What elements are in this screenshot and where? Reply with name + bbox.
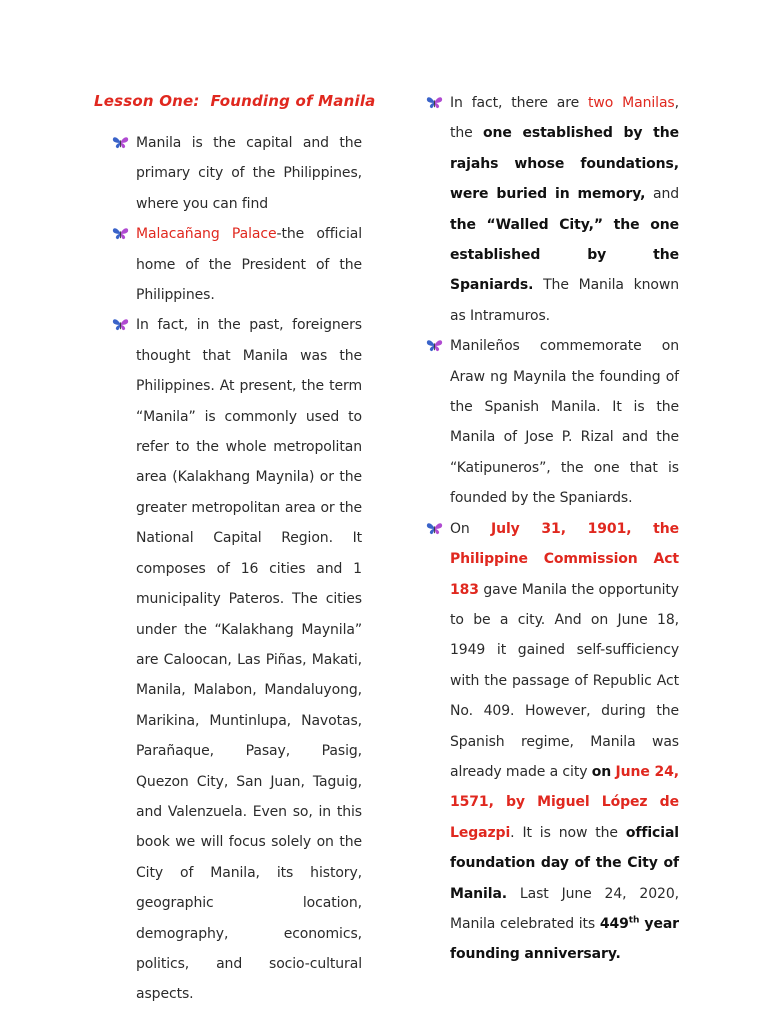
- highlight-bold: one established by the rajahs whose foundations, were buried in memory,: [450, 125, 679, 203]
- text-run: In fact, there are: [450, 95, 589, 111]
- highlight-bold: the “Walled City,” the one established by the Spaniards.: [450, 216, 679, 294]
- list-item: [426, 331, 679, 513]
- highlight-red: July 31, 1901, the Philippine Commission Act 183: [450, 520, 679, 598]
- butterfly-icon: [112, 227, 129, 240]
- highlight-red: two Manilas: [588, 95, 675, 111]
- text-run: . It is now the: [510, 824, 626, 841]
- superscript: th: [628, 915, 640, 926]
- text-run: -the official home of the President of the Philippines.: [136, 226, 362, 304]
- bullet-text: [450, 88, 679, 331]
- butterfly-icon: [112, 318, 129, 331]
- text-run: , the: [450, 95, 679, 142]
- highlight-red: Malacañang Palace: [136, 226, 277, 243]
- highlight-bold: official foundation day of the City of Manila.: [450, 824, 679, 902]
- right-column: [426, 88, 679, 970]
- list-item: [426, 514, 679, 970]
- list-item: [112, 310, 362, 1009]
- highlight-bold: on: [591, 763, 612, 780]
- text-run: gave Manila the opportunity to be a city. And on June 18, 1949 it gained self-sufficiency with the passage of Republic Act No. 409. However, during the Spanish regime, Manila was already made a city: [450, 581, 679, 780]
- bullet-text: [136, 219, 362, 310]
- bullet-text: [450, 514, 679, 970]
- bullet-text: In fact, in the past, foreigners thought that Manila was the Philippines. At present, the term “Manila” is commonly used to refer to the whole metropolitan area (Kalakhang Maynila) or the greater metropolitan area or the National Capital Region. It composes of 16 cities and 1 municipality Pateros. The cities under the “Kalakhang Maynila” are Caloocan, Las Piñas, Makati, Manila, Malabon, Mandaluyong, Marikina, Muntinlupa, Navotas, Parañaque, Pasay, Pasig, Quezon City, San Juan, Taguig, and Valenzuela. Even so, in this book we will focus solely on the City of Manila, its history, geographic location, demography, economics, politics, and socio-cultural aspects.: [136, 317, 362, 1003]
- highlight-red: June 24, 1571, by Miguel López de Legazpi: [450, 763, 680, 841]
- lesson-title: Lesson One: Founding of Manila: [94, 92, 376, 110]
- highlight-bold: year founding anniversary.: [450, 915, 679, 963]
- butterfly-icon: [112, 136, 129, 149]
- butterfly-icon: [426, 96, 443, 109]
- bullet-text: Manileños commemorate on Araw ng Maynila the founding of the Spanish Manila. It is the Manila of Jose P. Rizal and the “Katipuneros”, the one that is founded by the Spaniards.: [450, 338, 679, 507]
- list-item: [426, 88, 679, 331]
- highlight-bold: 449: [599, 915, 629, 932]
- list-item: [112, 128, 362, 219]
- text-run: Last June 24, 2020, Manila celebrated its: [450, 885, 679, 932]
- list-item: [112, 219, 362, 310]
- left-column: [112, 128, 362, 1010]
- butterfly-icon: [426, 339, 443, 352]
- text-run: The Manila known as Intramuros.: [450, 277, 679, 324]
- bullet-text: Manila is the capital and the primary city of the Philippines, where you can find: [136, 135, 362, 212]
- text-run: and: [645, 186, 680, 203]
- butterfly-icon: [426, 522, 443, 535]
- text-run: On: [450, 520, 491, 537]
